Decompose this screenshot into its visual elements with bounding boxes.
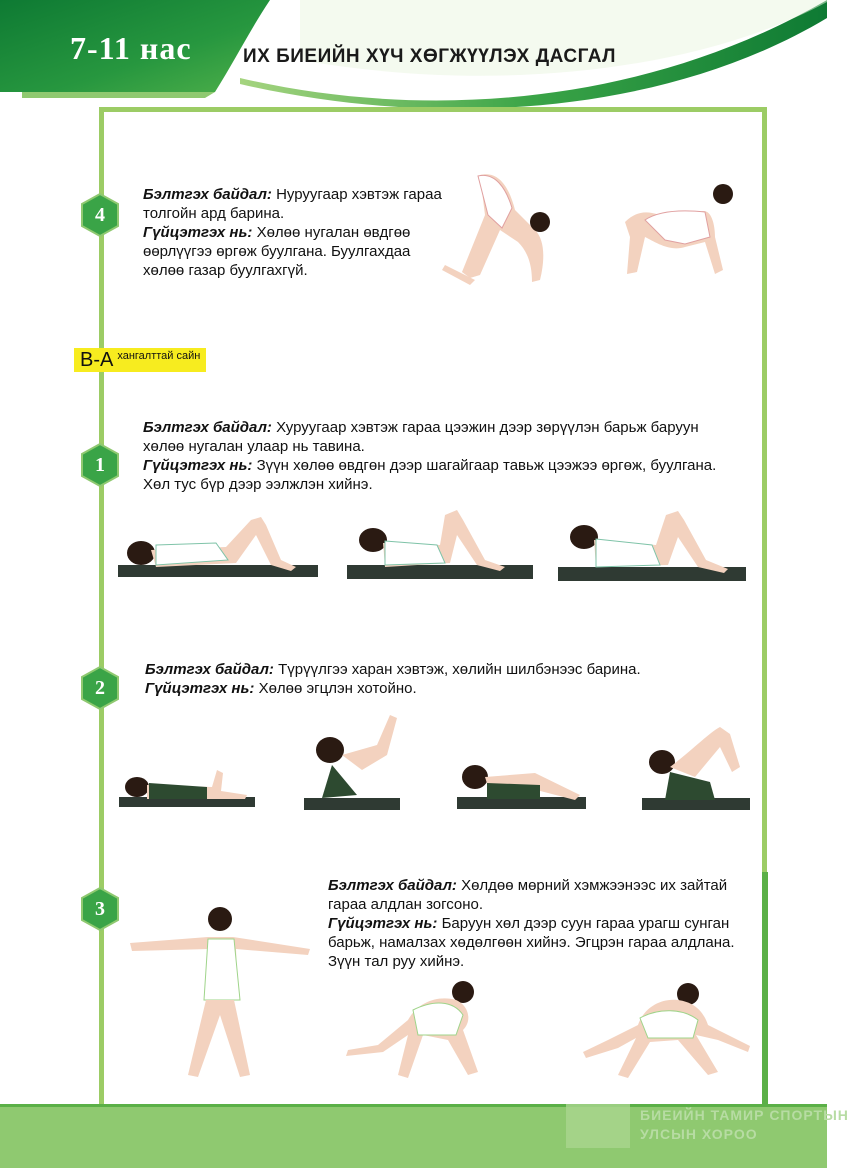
exercise-photo	[338, 980, 490, 1082]
exercise-photo	[128, 905, 313, 1083]
organization-name-line1: БИЕИЙН ТАМИР СПОРТЫН	[640, 1107, 849, 1123]
exercise-photo	[615, 182, 735, 282]
execution-text: Зүүн хөлөө өвдгөн дээр шагайгаар тавьж цээжээ өргөж, буулгана. Хөл тус бүр дээр ээлжлэн хийнэ.	[143, 457, 717, 493]
level-badge	[74, 348, 206, 372]
frame-right-accent	[762, 872, 768, 1107]
exercise-photo	[116, 505, 321, 585]
exercise-description	[143, 418, 733, 494]
organization-name-line2: УЛСЫН ХОРОО	[640, 1126, 758, 1142]
exercise-photo	[440, 170, 555, 288]
execution-label: Гүйцэтгэх нь:	[145, 680, 255, 697]
exercise-description	[143, 185, 443, 280]
level-code: B-A	[80, 348, 114, 371]
level-text: хангалттай сайн	[117, 350, 201, 362]
start-position-label: Бэлтгэх байдал:	[143, 419, 272, 436]
start-position-label: Бэлтгэх байдал:	[328, 877, 457, 894]
exercise-photo	[640, 722, 752, 816]
start-position-text: Түрүүлгээ харан хэвтэж, хөлийн шилбэнээс барина.	[278, 661, 641, 678]
execution-text: Баруун хөл дээр суун гараа урагш сунган барьж, намалзах хөдөлгөөн хийнэ. Эгцрэн гараа алдлана. Зүүн тал руу хийнэ.	[328, 915, 735, 970]
execution-text: Хөлөө нугалан өвдгөө өөрлүүгээ өргөж буулгана. Буулгахдаа хөлөө газар буулгахгүй.	[143, 224, 411, 279]
exercise-photo	[345, 505, 535, 587]
page-title: ИХ БИЕИЙН ХҮЧ ХӨГЖҮҮЛЭХ ДАСГАЛ	[243, 46, 616, 67]
start-position-text: Хөлдөө мөрний хэмжээнээс их зайтай гараа алдлан зогсоно.	[328, 877, 728, 913]
start-position-text: Хуруугаар хэвтэж гараа цээжин дээр зөрүүлэн барьж баруун хөлөө нугалан улаар нь тавина.	[143, 419, 699, 455]
exercise-photo	[302, 710, 402, 815]
exercise-number: 4	[95, 204, 105, 226]
frame-top-border	[99, 107, 767, 112]
exercise-description	[145, 660, 735, 698]
exercise-number: 1	[95, 454, 105, 476]
start-position-label: Бэлтгэх байдал:	[145, 661, 274, 678]
start-position-text: Нуруугаар хэвтэж гараа толгойн ард барина.	[143, 186, 442, 222]
exercise-description	[328, 876, 738, 971]
exercise-photo	[556, 505, 748, 589]
exercise-photo	[455, 755, 588, 815]
exercise-number: 2	[95, 677, 105, 699]
exercise-photo	[117, 765, 257, 813]
execution-label: Гүйцэтгэх нь:	[328, 915, 438, 932]
execution-label: Гүйцэтгэх нь:	[143, 457, 253, 474]
execution-text: Хөлөө эгцлэн хотойно.	[258, 680, 417, 697]
exercise-photo	[578, 980, 753, 1082]
execution-label: Гүйцэтгэх нь:	[143, 224, 253, 241]
start-position-label: Бэлтгэх байдал:	[143, 186, 272, 203]
age-group-label: 7-11 нас	[70, 30, 192, 66]
exercise-number: 3	[95, 898, 105, 920]
frame-right-border	[762, 107, 767, 872]
frame-left-border	[99, 107, 104, 1107]
organization-logo	[566, 1104, 630, 1148]
